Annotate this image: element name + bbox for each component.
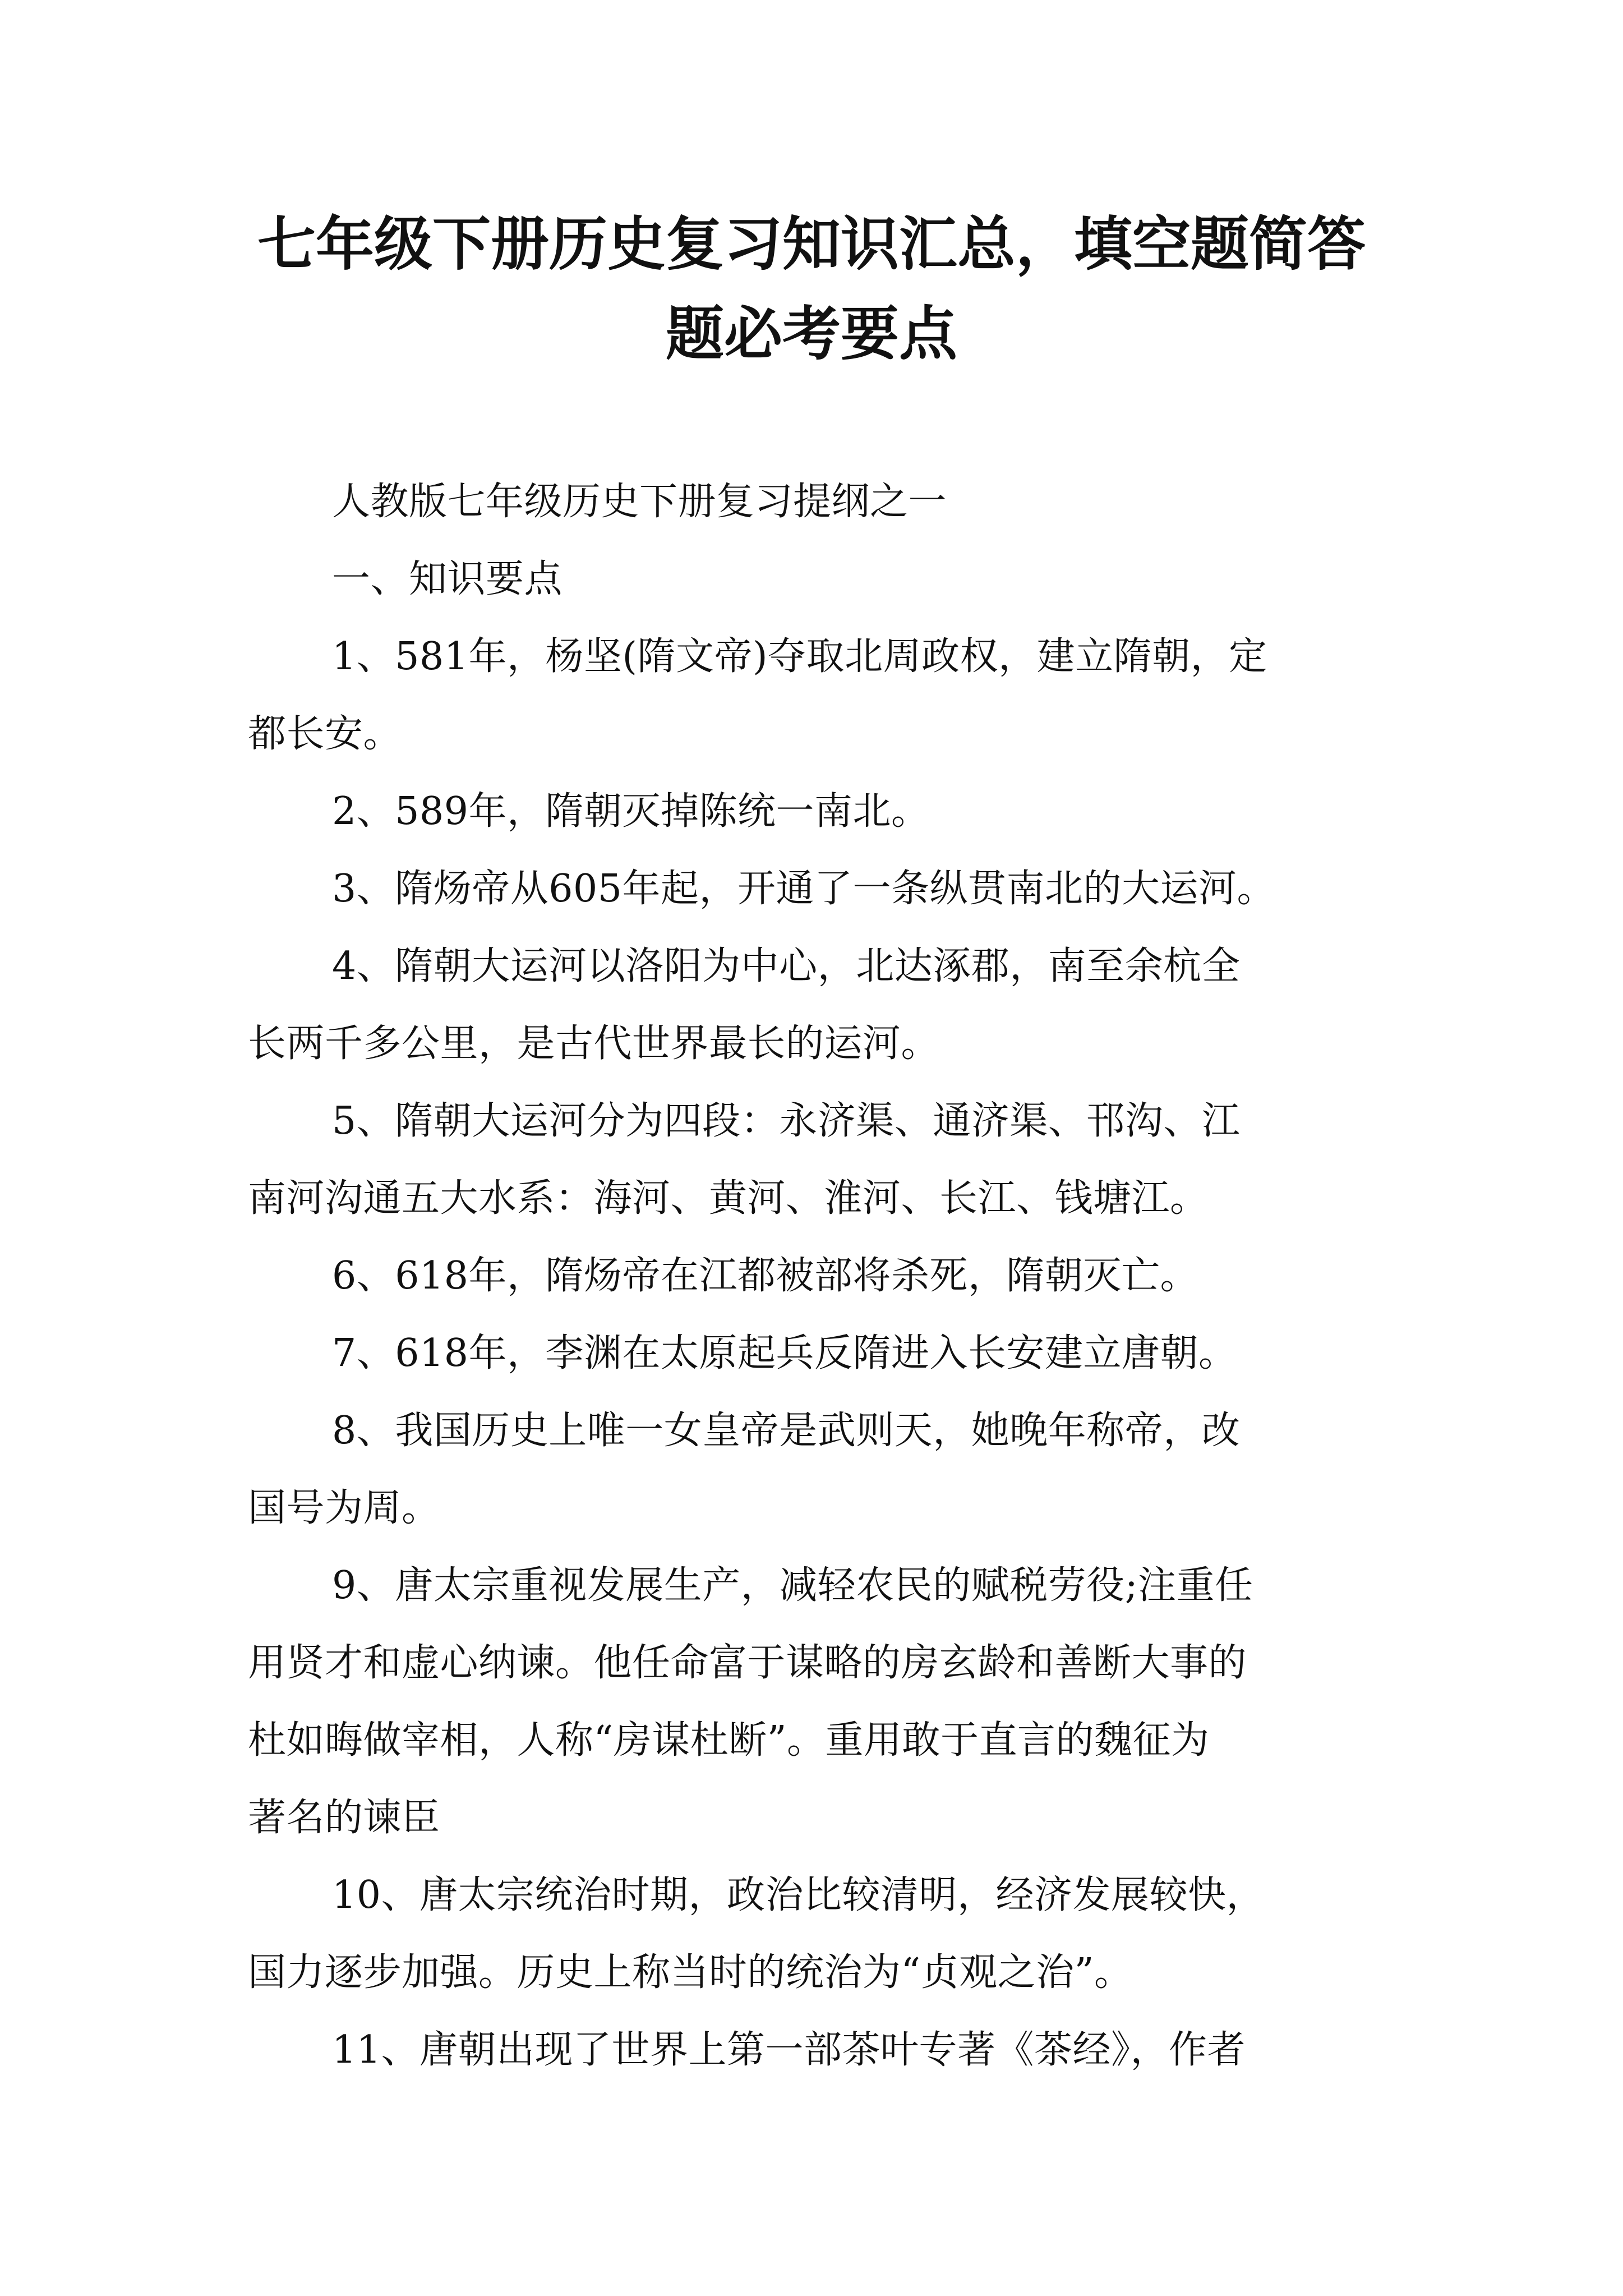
title-line: 七年级下册历史复习知识汇总，填空题简答 <box>257 209 1366 278</box>
paragraph-section-heading <box>248 541 1382 618</box>
document-title <box>168 199 1455 379</box>
text-line: 著名的谏臣 <box>248 1796 440 1840</box>
paragraph-item-11 <box>248 2012 1382 2089</box>
text-line: 1、581年，杨坚(隋文帝)夺取北周政权，建立隋朝，定 <box>332 634 1267 679</box>
text-line: 用贤才和虚心纳谏。他任命富于谋略的房玄龄和善断大事的 <box>248 1641 1247 1685</box>
paragraph-item-8 <box>248 1392 1382 1547</box>
text-line: 2、589年，隋朝灭掉陈统一南北。 <box>332 789 930 834</box>
text-line: 都长安。 <box>248 712 402 756</box>
paragraph-item-7 <box>248 1315 1382 1392</box>
text-line: 9、唐太宗重视发展生产，减轻农民的赋税劳役;注重任 <box>332 1563 1253 1608</box>
text-line: 一、知识要点 <box>332 557 563 601</box>
text-line: 南河沟通五大水系：海河、黄河、淮河、长江、钱塘江。 <box>248 1176 1209 1221</box>
text-line: 国力逐步加强。历史上称当时的统治为“贞观之治”。 <box>248 1950 1133 1995</box>
document-body <box>248 463 1382 2089</box>
text-line: 8、我国历史上唯一女皇帝是武则天，她晚年称帝，改 <box>332 1409 1241 1453</box>
paragraph-item-2 <box>248 773 1382 850</box>
text-line: 7、618年，李渊在太原起兵反隋进入长安建立唐朝。 <box>332 1331 1237 1375</box>
text-line: 人教版七年级历史下册复习提纲之一 <box>332 480 947 524</box>
text-line: 4、隋朝大运河以洛阳为中心，北达涿郡，南至余杭全 <box>332 944 1241 988</box>
paragraph-item-3 <box>248 850 1382 928</box>
paragraph-item-9 <box>248 1547 1382 1857</box>
paragraph-item-10 <box>248 1857 1382 2012</box>
paragraph-item-5 <box>248 1083 1382 1237</box>
text-line: 长两千多公里，是古代世界最长的运河。 <box>248 1022 940 1066</box>
text-line: 杜如晦做宰相，人称“房谋杜断”。重用敢于直言的魏征为 <box>248 1718 1210 1763</box>
text-line: 5、隋朝大运河分为四段：永济渠、通济渠、邗沟、江 <box>332 1099 1241 1143</box>
text-line: 6、618年，隋炀帝在江都被部将杀死，隋朝灭亡。 <box>332 1254 1199 1298</box>
paragraph-item-6 <box>248 1237 1382 1315</box>
paragraph-subtitle <box>248 463 1382 541</box>
text-line: 国号为周。 <box>248 1486 440 1530</box>
title-line: 题必考要点 <box>665 299 957 368</box>
text-line: 10、唐太宗统治时期，政治比较清明，经济发展较快， <box>332 1873 1265 1917</box>
text-line: 3、隋炀帝从605年起，开通了一条纵贯南北的大运河。 <box>332 867 1276 911</box>
text-line: 11、唐朝出现了世界上第一部茶叶专著《茶经》，作者 <box>332 2028 1246 2072</box>
paragraph-item-4 <box>248 928 1382 1083</box>
paragraph-item-1 <box>248 618 1382 773</box>
